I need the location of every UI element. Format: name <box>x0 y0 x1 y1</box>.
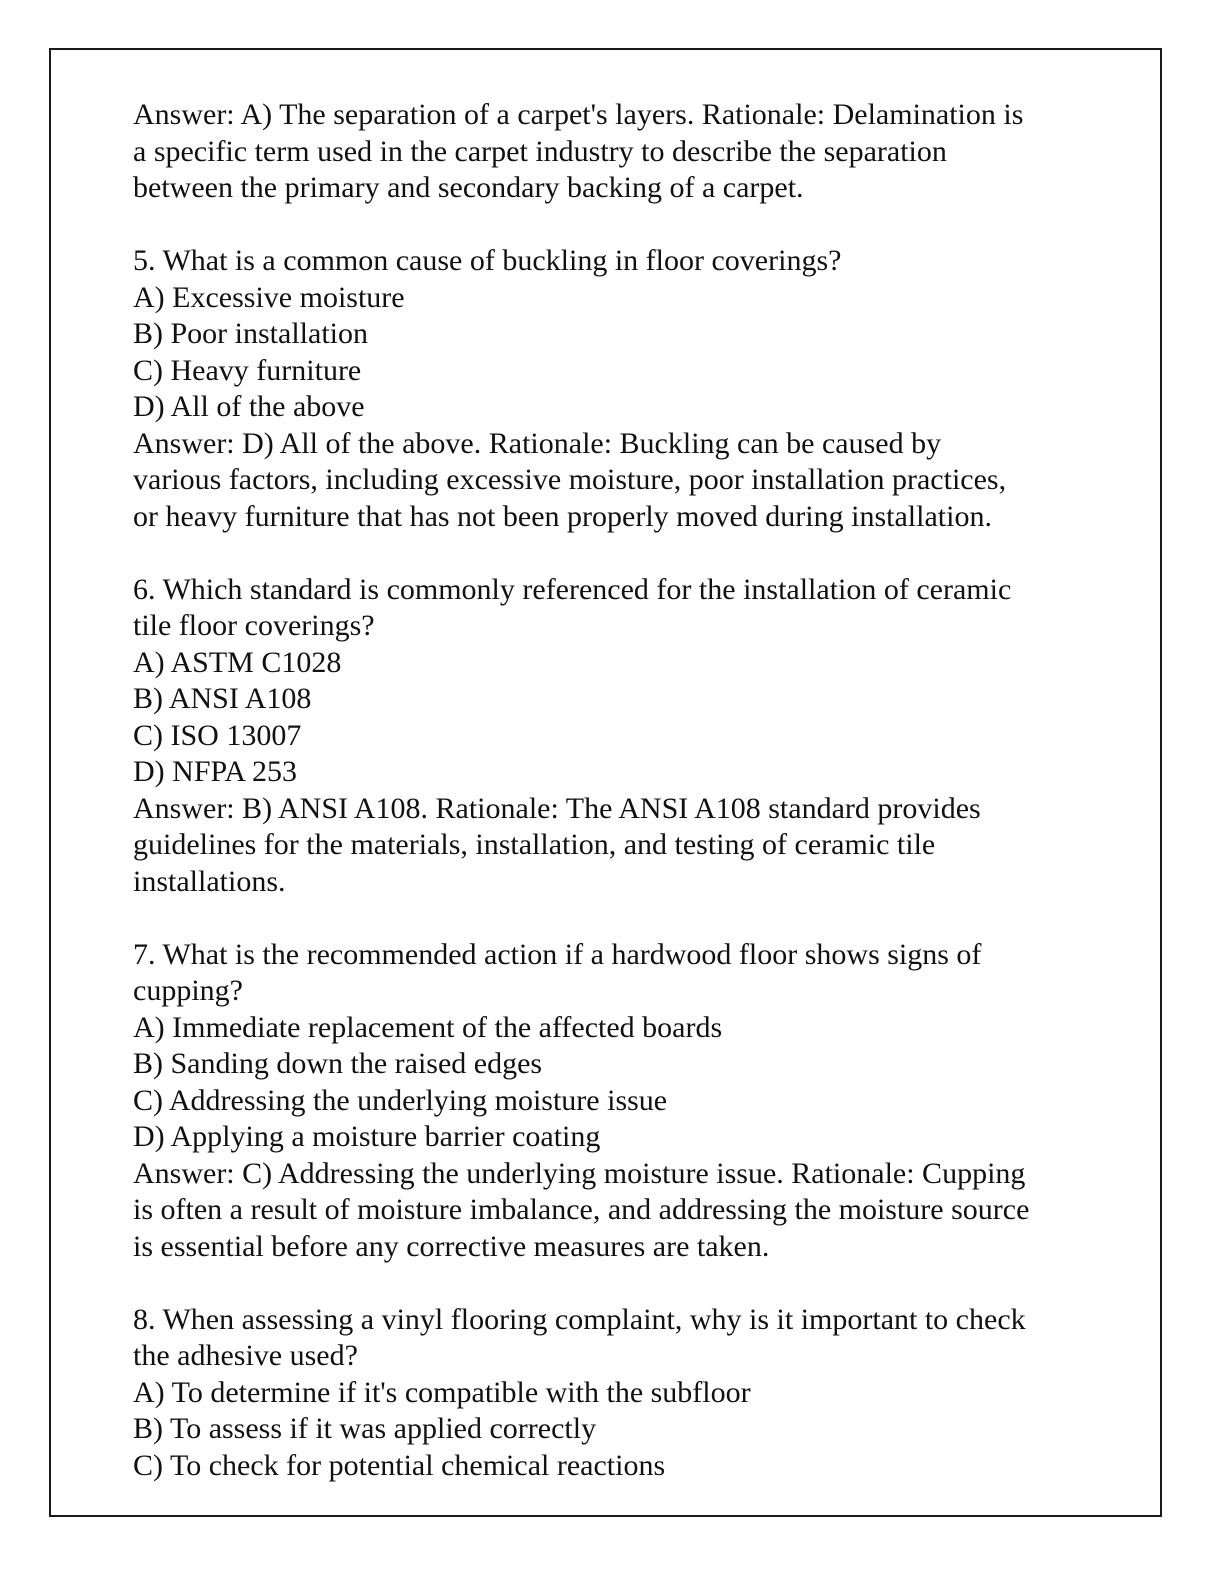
option-a: A) To determine if it's compatible with the subfloor <box>133 1375 751 1409</box>
text-line: between the primary and secondary backing of a carpet. <box>133 171 804 204</box>
question-text: the adhesive used? <box>133 1339 358 1372</box>
question-block-7 <box>133 937 1093 1266</box>
option-b: B) To assess if it was applied correctly <box>133 1412 597 1445</box>
rationale-text: installations. <box>133 864 286 898</box>
rationale-text: or heavy furniture that has not been properly moved during installation. <box>133 499 992 533</box>
rationale-text: various factors, including excessive moisture, poor installation practices, <box>133 463 1007 496</box>
rationale-text: is essential before any corrective measures are taken. <box>133 1229 770 1263</box>
question-block-5 <box>133 243 1093 535</box>
text-line: a specific term used in the carpet industry to describe the separation <box>133 134 947 168</box>
option-b: B) Poor installation <box>133 317 368 350</box>
option-d: D) Applying a moisture barrier coating <box>133 1120 601 1153</box>
question-text: cupping? <box>133 974 243 1007</box>
question-block-6 <box>133 572 1093 901</box>
answer-block-q4 <box>133 97 1093 207</box>
option-b: B) ANSI A108 <box>133 682 312 715</box>
option-a: A) Excessive moisture <box>133 280 405 314</box>
question-text: 8. When assessing a vinyl flooring complaint, why is it important to check <box>133 1302 1026 1336</box>
answer-text: Answer: B) ANSI A108. Rationale: The ANSI A108 standard provides <box>133 791 981 825</box>
text-line: Answer: A) The separation of a carpet's layers. Rationale: Delamination is <box>133 98 1024 131</box>
option-c: C) ISO 13007 <box>133 718 302 752</box>
option-b: B) Sanding down the raised edges <box>133 1047 543 1080</box>
answer-text: Answer: D) All of the above. Rationale: Buckling can be caused by <box>133 426 942 460</box>
option-c: C) To check for potential chemical reactions <box>133 1448 666 1482</box>
rationale-text: guidelines for the materials, installation, and testing of ceramic tile <box>133 828 936 861</box>
question-text: tile floor coverings? <box>133 609 375 642</box>
option-a: A) ASTM C1028 <box>133 645 342 679</box>
question-text: 5. What is a common cause of buckling in floor coverings? <box>133 244 842 277</box>
option-a: A) Immediate replacement of the affected boards <box>133 1010 723 1044</box>
option-c: C) Heavy furniture <box>133 353 362 387</box>
rationale-text: is often a result of moisture imbalance, and addressing the moisture source <box>133 1193 1030 1226</box>
question-block-8 <box>133 1302 1093 1485</box>
option-d: D) NFPA 253 <box>133 755 297 788</box>
option-d: D) All of the above <box>133 390 365 423</box>
option-c: C) Addressing the underlying moisture issue <box>133 1083 668 1117</box>
document-body <box>133 97 1093 1521</box>
answer-text: Answer: C) Addressing the underlying moisture issue. Rationale: Cupping <box>133 1156 1026 1190</box>
question-text: 6. Which standard is commonly referenced for the installation of ceramic <box>133 572 1012 606</box>
question-text: 7. What is the recommended action if a hardwood floor shows signs of <box>133 937 982 971</box>
